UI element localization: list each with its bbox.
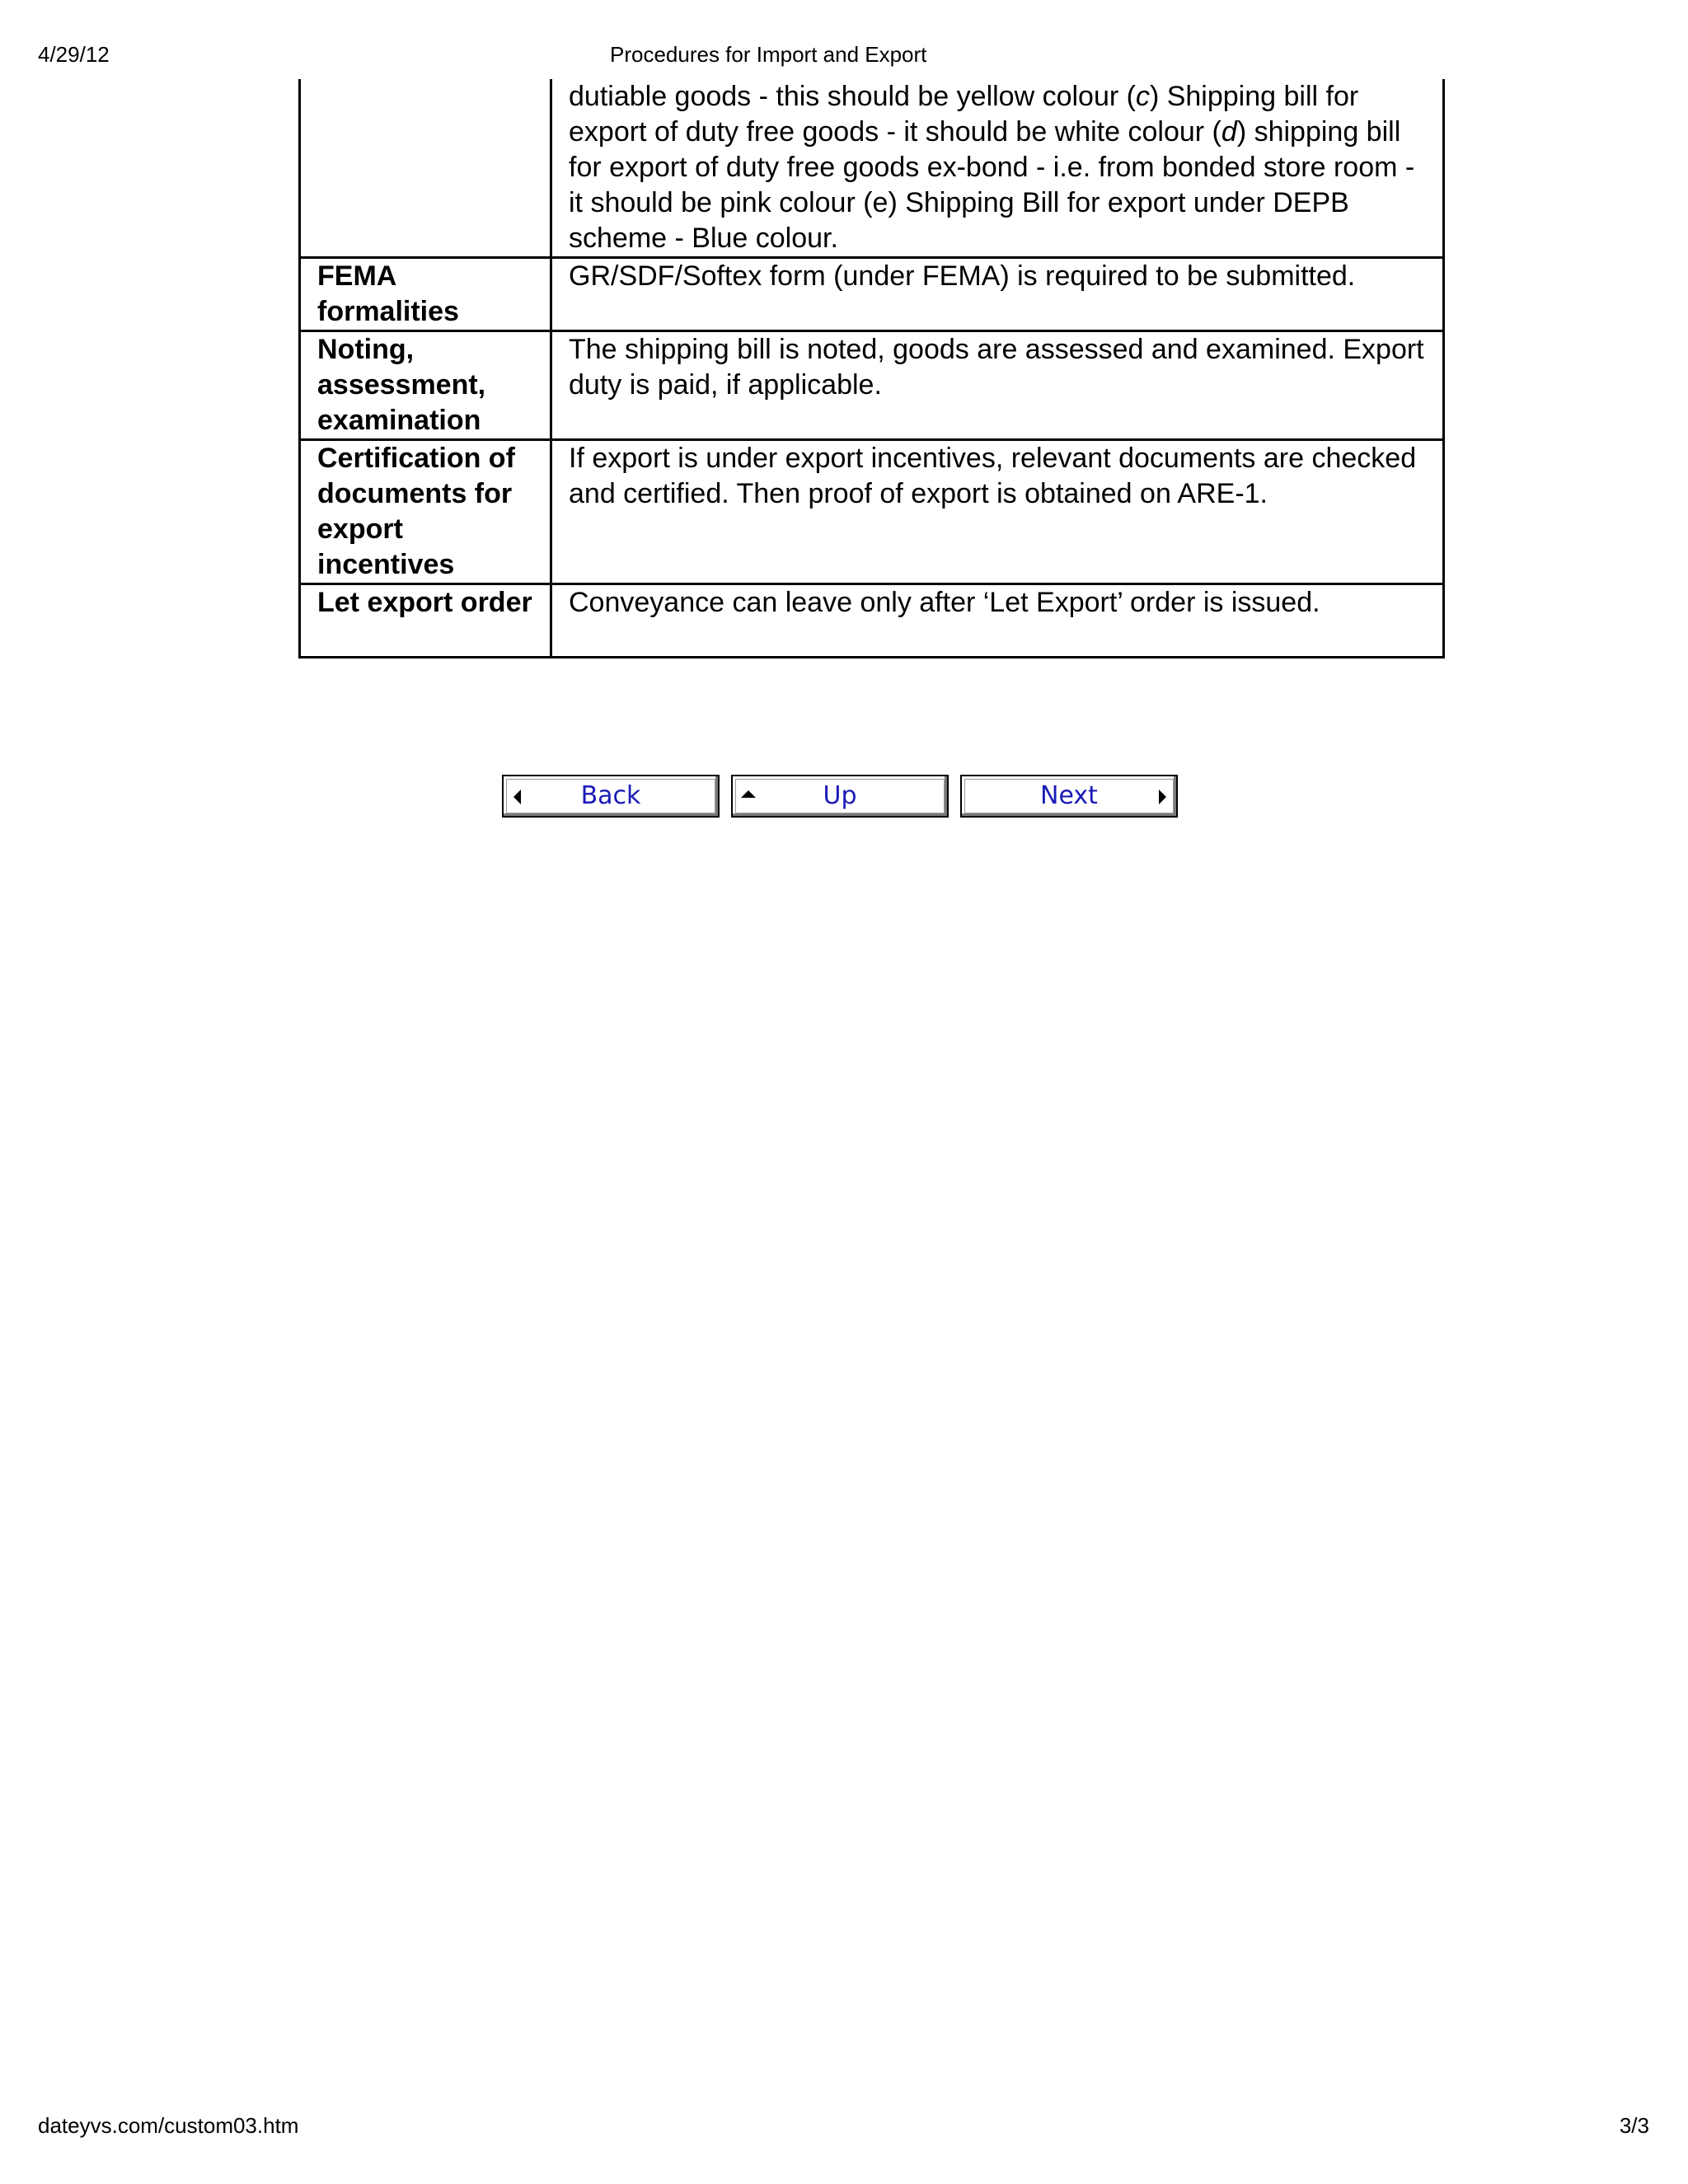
table-cell-label: FEMA formalities (300, 258, 551, 331)
table-cell-desc (551, 79, 1444, 258)
table-row (300, 440, 1444, 584)
next-button[interactable] (960, 775, 1178, 818)
next-button-label: Next (1040, 781, 1098, 810)
desc-text: ) shipping bill for export of duty free goods ex-bond - i.e. from bonded store room - it should be pink colour (e) Shipping Bill for export under DEPB scheme - Blue colour. (569, 116, 1415, 254)
table-row (300, 79, 1444, 258)
up-button[interactable] (731, 775, 949, 818)
desc-text: ) Shipping bill for export of duty free goods - it should be white colour ( (569, 81, 1359, 148)
table-cell-label: Noting, assessment, examination (300, 331, 551, 440)
arrow-right-icon (1159, 790, 1166, 804)
table-cell-label: Certification of documents for export incentives (300, 440, 551, 584)
page-title: Procedures for Import and Export (610, 42, 927, 67)
table-cell-desc: GR/SDF/Softex form (under FEMA) is required to be submitted. (551, 258, 1444, 331)
up-button-label: Up (823, 781, 857, 810)
table-cell-desc: If export is under export incentives, relevant documents are checked and certified. Then proof of export is obtained on ARE-1. (551, 440, 1444, 584)
desc-text: dutiable goods - this should be yellow colour ( (569, 81, 1136, 112)
table-cell-desc: Conveyance can leave only after ‘Let Export’ order is issued. (551, 584, 1444, 658)
back-button[interactable] (502, 775, 720, 818)
table-cell-desc: The shipping bill is noted, goods are assessed and examined. Export duty is paid, if applicable. (551, 331, 1444, 440)
desc-italic: d (1221, 116, 1237, 148)
table-cell-label: Let export order (300, 584, 551, 658)
table-row (300, 584, 1444, 658)
procedure-table (298, 79, 1445, 658)
desc-italic: c (1135, 81, 1150, 112)
print-date: 4/29/12 (38, 42, 110, 67)
page-number: 3/3 (1619, 2113, 1649, 2138)
footer-url: dateyvs.com/custom03.htm (38, 2113, 299, 2138)
table-row (300, 258, 1444, 331)
table-cell-label (300, 79, 551, 258)
back-button-label: Back (580, 781, 641, 810)
table-row (300, 331, 1444, 440)
